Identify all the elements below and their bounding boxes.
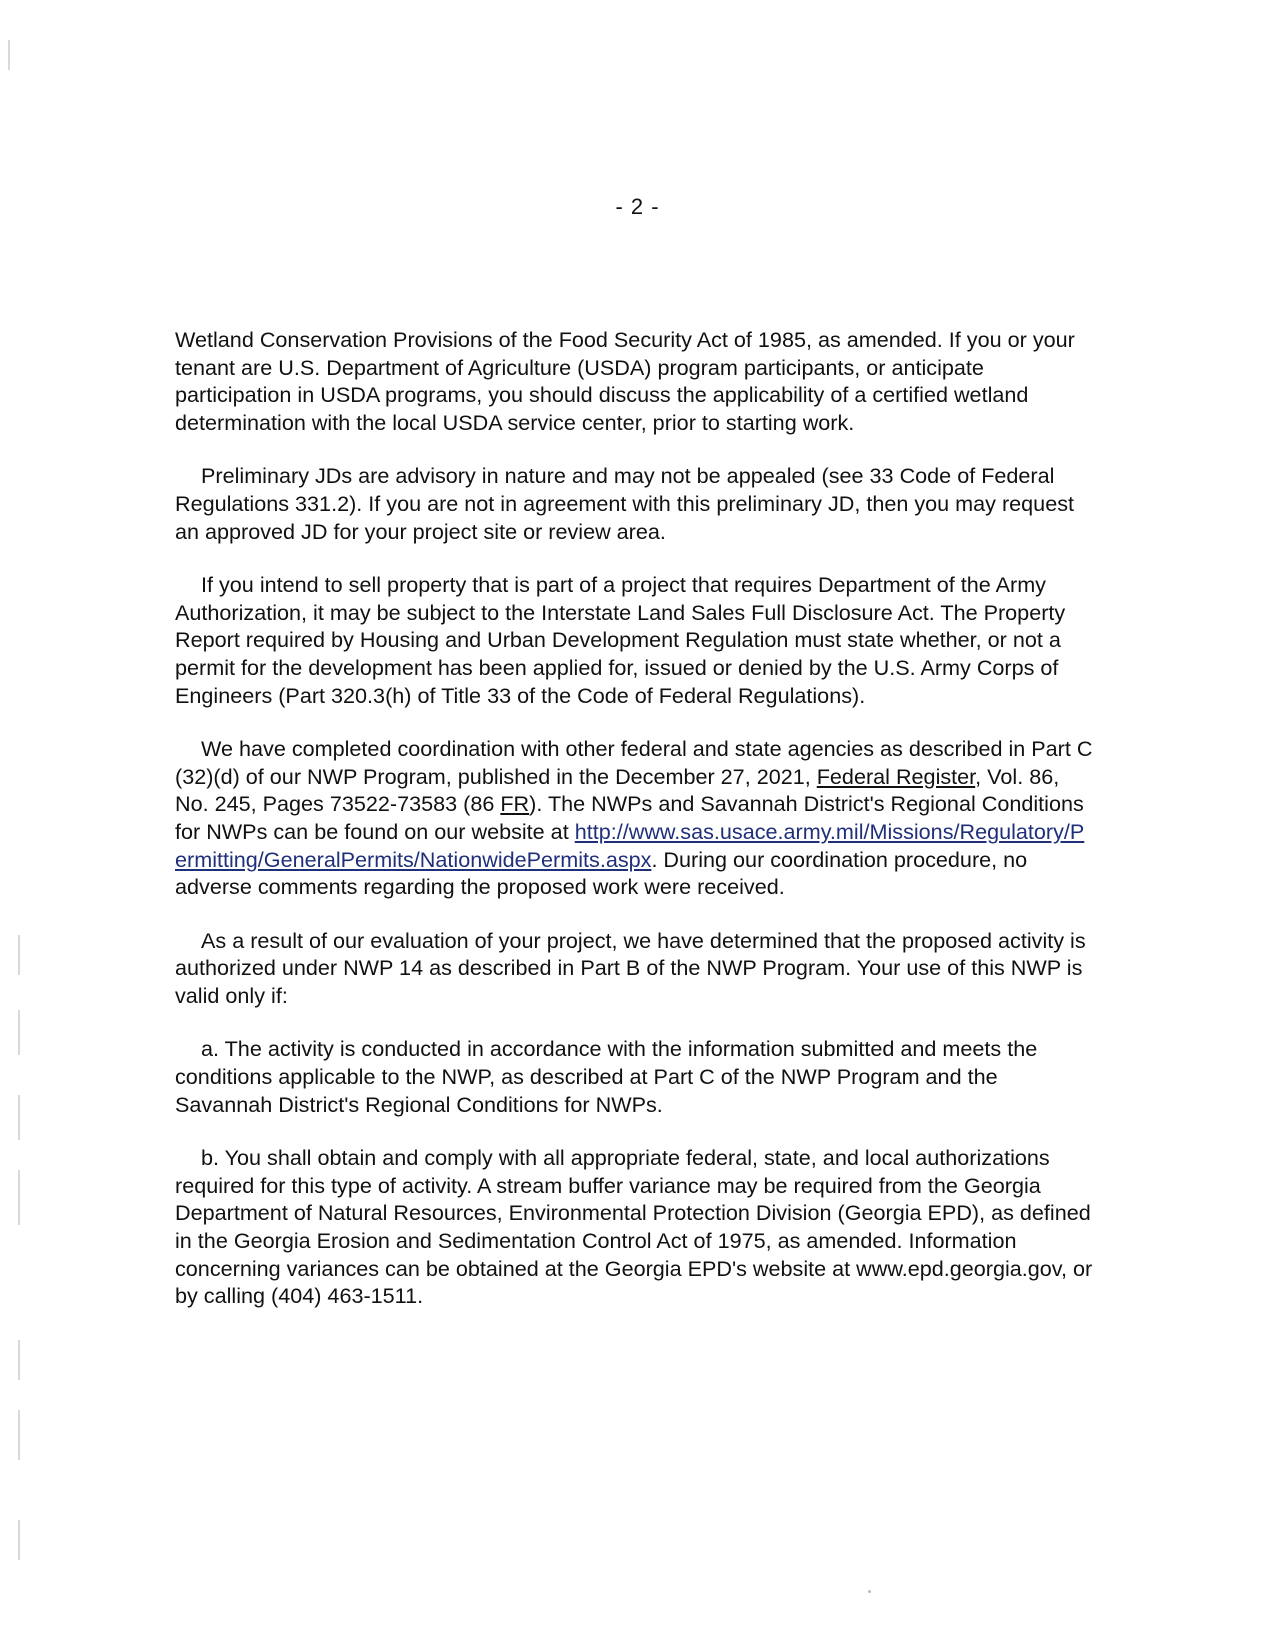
paragraph-usda: Wetland Conservation Provisions of the Food Security Act of 1985, as amended. If you or your tenant are U.S. Department of Agriculture (USDA) program participants, or anticipate participation in USDA programs, you should discuss the applicability of a certified wetland determination with the local USDA service center, prior to starting work.: [175, 327, 1075, 435]
scan-artifact: [18, 1170, 20, 1225]
paragraph-preliminary-jd: Preliminary JDs are advisory in nature and may not be appealed (see 33 Code of Federal Regulations 331.2). If you are not in agreement with this preliminary JD, then you may request an approved JD for your project site or review area.: [175, 463, 1074, 544]
nwp-website-link[interactable]: http://www.sas.usace.army.mil/Missions/Regulatory/Permitting/GeneralPermits/NationwidePermits.aspx: [175, 818, 1085, 872]
paragraph-condition-b: b. You shall obtain and comply with all appropriate federal, state, and local authorizations required for this type of activity. A stream buffer variance may be required from the Georgia Department of Natural Resources, Environmental Protection Division (Georgia EPD), as defined in the Georgia Erosion and Sedimentation Control Act of 1975, as amended. Information concerning variances can be obtained at the Georgia EPD's website at www.epd.georgia.gov, or by calling (404) 463-1511.: [175, 1145, 1093, 1309]
scan-artifact: [18, 1410, 20, 1460]
scan-artifact: [18, 1095, 20, 1140]
scan-artifact: [18, 1520, 20, 1560]
coordination-text: . During our coordination procedure, no adverse comments regarding the proposed work were received.: [175, 846, 1028, 900]
scan-artifact: [18, 935, 20, 975]
coordination-text: We have completed coordination with other federal and state agencies as described in Part C (32)(d) of our NWP Program, published in the December 27, 2021,: [175, 736, 1093, 789]
scan-artifact: [868, 1590, 871, 1593]
scan-artifact: [18, 1340, 20, 1380]
page-number: - 2 -: [615, 194, 660, 219]
coordination-text: ). The NWPs and Savannah District's Regional Conditions for NWPs can be found on our website at: [175, 791, 1084, 844]
paragraph-evaluation: As a result of our evaluation of your project, we have determined that the proposed activity is authorized under NWP 14 as described in Part B of the NWP Program. Your use of this NWP is valid only if:: [175, 927, 1086, 1008]
paragraph-land-sales: If you intend to sell property that is part of a project that requires Department of the Army Authorization, it may be subject to the Interstate Land Sales Full Disclosure Act. The Property Report required by Housing and Urban Development Regulation must state whether, or not a permit for the development has been applied for, issued or denied by the U.S. Army Corps of Engineers (Part 320.3(h) of Title 33 of the Code of Federal Regulations).: [175, 572, 1066, 708]
letter-body: [175, 326, 1093, 1336]
fr-abbreviation: FR: [500, 791, 530, 817]
federal-register-title: Federal Register: [816, 763, 976, 789]
scan-artifact: [8, 40, 10, 70]
coordination-text: , Vol. 86, No. 245, Pages 73522-73583 (86: [175, 763, 1060, 817]
paragraph-coordination: [175, 735, 1093, 901]
paragraph-condition-a: a. The activity is conducted in accordance with the information submitted and meets the conditions applicable to the NWP, as described at Part C of the NWP Program and the Savannah District's Regional Conditions for NWPs.: [175, 1036, 1038, 1117]
scan-artifact: [18, 1010, 20, 1055]
